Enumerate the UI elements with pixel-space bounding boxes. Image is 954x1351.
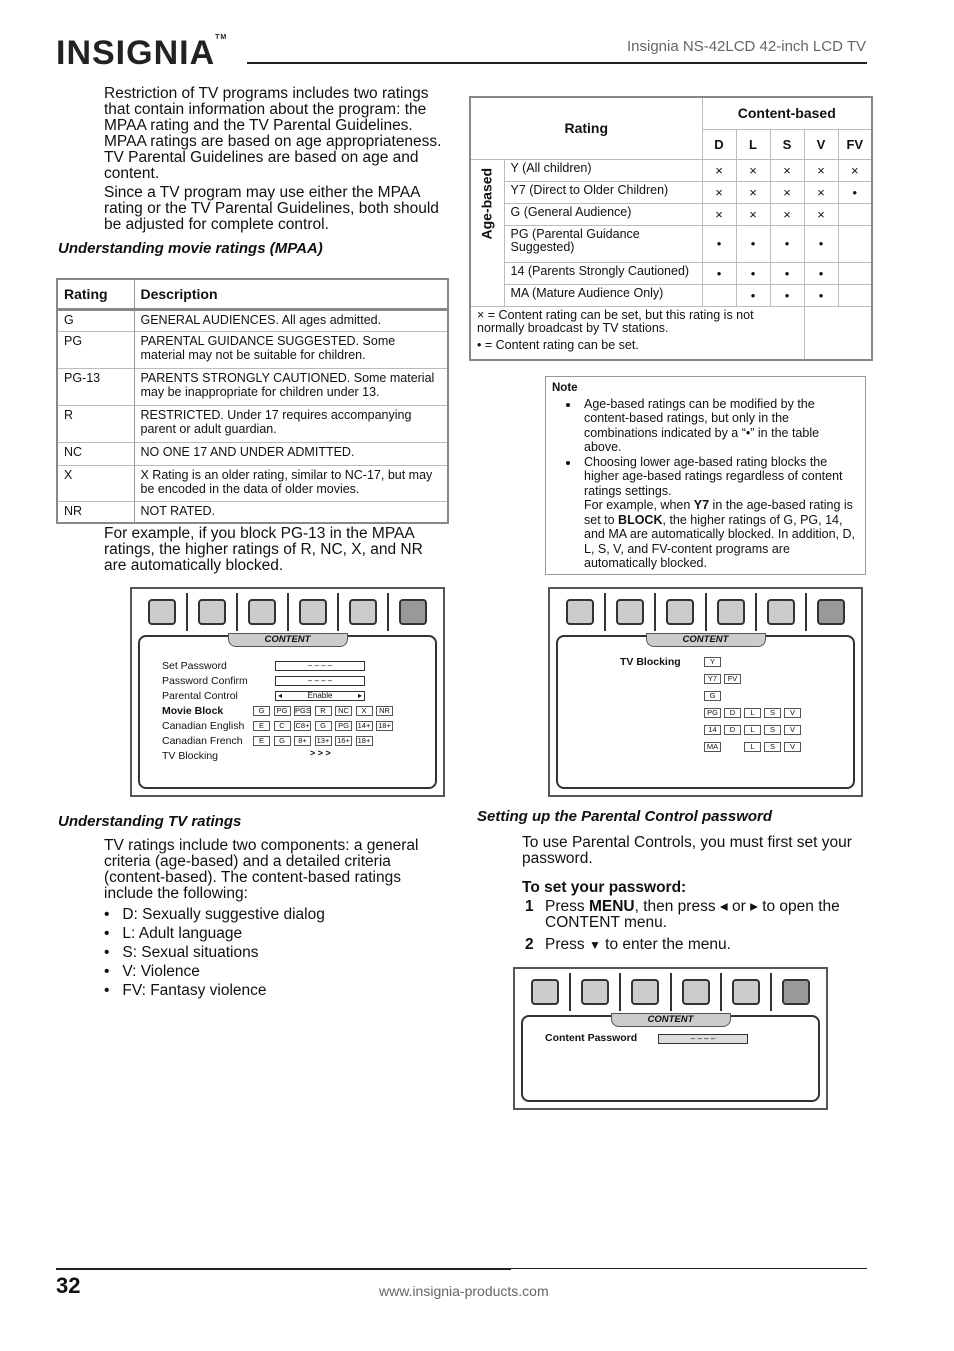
rating-chip[interactable]: PG [335,721,352,731]
list-item: • L: Adult language [104,925,243,942]
tv-rating-chip[interactable]: Y [704,657,721,667]
menu-label: Canadian French [162,735,243,747]
tv-blocking-menu-screenshot [548,587,863,797]
down-arrow-icon: ▼ [588,938,601,952]
tv-rating-chip[interactable]: S [764,742,781,752]
table-row: Age-based Y (All children) × × × × × [470,159,872,181]
tv-rating-chip[interactable]: Y7 [704,674,721,684]
password-intro: To use Parental Controls, you must first set your password. [522,834,852,867]
rating-header: Rating [470,97,702,159]
password-subheading: To set your password: [522,879,687,896]
audio-icon [621,973,671,1011]
tv-rating-chip[interactable]: D [724,708,741,718]
list-item: • D: Sexually suggestive dialog [104,906,325,923]
menu-label: Parental Control [162,690,238,702]
table-row: R RESTRICTED. Under 17 requires accompanying parent or adult guardian. [57,405,448,442]
insignia-logo: INSIGNIA™ [56,34,228,72]
table-row: G (General Audience) × × × × [470,203,872,225]
rating-chip[interactable]: C8+ [295,721,310,730]
menu-label: TV Blocking [162,750,219,762]
step-number: 2 [525,936,534,953]
rating-chip[interactable]: G [315,721,332,731]
note-box [545,376,866,575]
table-row: PG-13 PARENTS STRONGLY CAUTIONED. Some material may be inappropriate for children under 13. [57,368,448,405]
header-rule [247,62,867,64]
list-item: • Choosing lower age-based rating blocks the higher age-based ratings regardless of content ratings settings. For example, when Y7 in the age-based rating is set to BLOCK, the higher ratings of G, PG, 14, and MA are automatically blocked. In addition, D, L, S, V, and FV-content programs are automatically blocked. [580,455,859,571]
setup-icon [672,973,722,1011]
content-icon [772,973,820,1011]
tv-rating-chip[interactable]: S [764,708,781,718]
rating-chip[interactable]: PG [274,706,291,716]
page-number: 32 [56,1273,81,1298]
content-icon [389,593,437,631]
table-row: G GENERAL AUDIENCES. All ages admitted. [57,309,448,331]
content-password-field[interactable]: – – – – [658,1034,748,1044]
list-item: • V: Violence [104,963,200,980]
rating-chip[interactable]: 13+ [315,736,332,746]
list-item: • Age-based ratings can be modified by the content-based ratings, but only in the combinations indicated by a “•” in the table above. [580,397,859,455]
content-password-menu-screenshot [513,967,828,1110]
screen-icon [188,593,238,631]
channel-icon [722,973,772,1011]
tv-rating-chip[interactable]: FV [724,674,741,684]
tv-rating-chip[interactable]: 14 [704,725,721,735]
mpaa-table [56,278,449,524]
left-arrow-icon: ◂ [719,898,728,915]
table-row: PG (Parental Guidance Suggested) • • • • [470,225,872,262]
menu-panel [521,1015,820,1102]
picture-icon [556,593,606,631]
menu-tab: CONTENT [611,1013,731,1027]
channel-icon [757,593,807,631]
menu-tab: CONTENT [228,633,348,647]
content-password-label: Content Password [545,1032,638,1044]
menu-label: Password Confirm [162,675,248,687]
tv-rating-chip[interactable]: S [764,725,781,735]
audio-icon [238,593,288,631]
channel-icon [339,593,389,631]
rating-chip[interactable]: G [253,706,270,716]
table-row: X X Rating is an older rating, similar to NC-17, but may be encoded in the data of older movies. [57,465,448,501]
tv-rating-chip[interactable]: L [744,708,761,718]
tv-blocking-arrows: > > > [310,748,331,758]
step-2: Press ▼ to enter the menu. [545,936,731,953]
mpaa-header-row [57,279,448,309]
note-title: Note [552,382,578,394]
audio-icon [656,593,706,631]
table-row: NR NOT RATED. [57,501,448,523]
list-item: • FV: Fantasy violence [104,982,267,999]
table-row: MA (Mature Audience Only) • • • [470,284,872,306]
intro-paragraph-2: Since a TV program may use either the MPAA rating or the TV Parental Guidelines, both should be adjusted for complete control. [104,184,439,233]
mpaa-col-rating: Rating [57,279,134,309]
tv-ratings-table [469,96,873,361]
mpaa-heading: Understanding movie ratings (MPAA) [58,240,323,257]
menu-icon-bar [138,593,437,631]
menu-label: Movie Block [162,705,224,717]
table-row [470,97,872,129]
content-menu-screenshot [130,587,445,797]
rating-chip[interactable]: E [253,721,270,731]
table-row: Y7 (Direct to Older Children) × × × × • [470,181,872,203]
table-row: PG PARENTAL GUIDANCE SUGGESTED. Some material may not be suitable for children. [57,331,448,368]
menu-label: Canadian English [162,720,245,732]
menu-icon-bar [521,973,820,1011]
password-confirm-field[interactable]: – – – – [275,676,365,686]
header-title: Insignia NS-42LCD 42-inch LCD TV [627,38,866,55]
rating-chip[interactable]: 16+ [335,736,352,746]
tv-rating-chip[interactable]: L [744,742,761,752]
rating-chip[interactable]: 18+ [356,736,373,746]
tv-rating-chip[interactable]: V [784,742,801,752]
tv-rating-chip[interactable]: G [704,691,721,701]
rating-chip[interactable]: X [356,706,373,716]
content-icon [807,593,855,631]
content-ratings-list [104,905,424,1000]
tv-ratings-paragraph: TV ratings include two components: a general criteria (age-based) and a detailed criteria (content-based). The content-based ratings include the following: [104,837,419,902]
tv-rating-chip[interactable]: V [784,708,801,718]
tv-blocking-label: TV Blocking [620,656,681,668]
age-based-label: Age-based [470,159,504,306]
tv-rating-chip[interactable]: MA [704,742,721,752]
menu-icon-bar [556,593,855,631]
mpaa-col-description: Description [134,279,448,309]
rating-chip[interactable]: NR [376,706,393,716]
setup-icon [289,593,339,631]
tv-ratings-heading: Understanding TV ratings [58,813,242,830]
rating-chip[interactable]: 18+ [376,721,393,731]
table-row: 14 (Parents Strongly Cautioned) • • • • [470,262,872,284]
tv-rating-chip[interactable]: PG [704,708,721,718]
rating-chip[interactable]: E [253,736,270,746]
picture-icon [521,973,571,1011]
table-row [470,306,872,360]
list-item: • S: Sexual situations [104,944,259,961]
tv-rating-chip[interactable]: V [784,725,801,735]
menu-label: Set Password [162,660,227,672]
footer-rule [56,1268,511,1270]
rating-chip[interactable]: 8+ [294,736,311,746]
content-based-header: Content-based [702,97,872,129]
footer-url: www.insignia-products.com [379,1283,549,1299]
footer-rule-thin [511,1268,867,1269]
screen-icon [571,973,621,1011]
step-number: 1 [525,898,534,915]
step-1: Press MENU, then press ◂ or ▸ to open the CONTENT menu. [545,898,840,931]
rating-chip[interactable]: NC [335,706,352,716]
legend-cell: × = Content rating can be set, but this rating is not normally broadcast by TV stations. • = Content rating can be set. [470,306,804,360]
picture-icon [138,593,188,631]
parental-control-selector[interactable]: ◂ Enable ▸ [275,691,365,701]
rating-chip[interactable]: C [274,721,291,731]
menu-tab: CONTENT [646,633,766,647]
setup-icon [707,593,757,631]
rating-chip[interactable]: PGS [295,706,311,715]
right-arrow-icon: ▸ [750,898,758,915]
table-row: NC NO ONE 17 AND UNDER ADMITTED. [57,442,448,465]
rating-chip[interactable]: 14+ [356,721,373,731]
mpaa-example: For example, if you block PG-13 in the MPAA ratings, the higher ratings of R, NC, X, and NR are automatically blocked. [104,525,423,574]
table-row: D L S V FV [470,129,872,159]
set-password-field[interactable]: – – – – [275,661,365,671]
tv-rating-chip[interactable]: L [744,725,761,735]
password-heading: Setting up the Parental Control password [477,808,773,825]
intro-paragraph-1: Restriction of TV programs includes two ratings that contain information about the program: the MPAA rating and the TV Parental Guidelines. MPAA ratings are based on age appropriateness. TV Parental Guidelines are based on age and content. [104,85,442,182]
rating-chip[interactable]: G [274,736,291,746]
tv-rating-chip[interactable]: D [724,725,741,735]
rating-chip[interactable]: R [315,706,332,716]
screen-icon [606,593,656,631]
